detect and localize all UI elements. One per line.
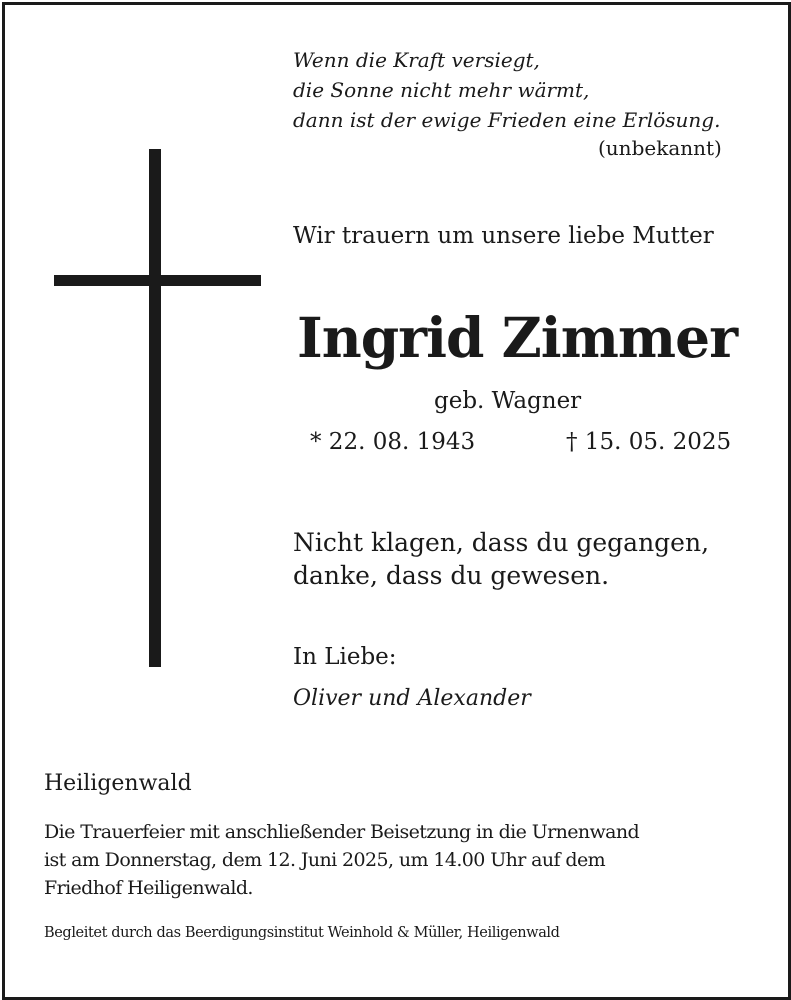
location: Heiligenwald xyxy=(44,771,192,796)
mourning-line: Wir trauern um unsere liebe Mutter xyxy=(293,223,714,249)
funeral-details xyxy=(44,818,764,902)
funeral-line: Friedhof Heiligenwald. xyxy=(44,877,253,899)
funeral-line: Die Trauerfeier mit anschließender Beisetzung in die Urnenwand xyxy=(44,821,640,843)
cross-vertical-bar xyxy=(149,149,161,667)
memorial-quote xyxy=(293,526,709,592)
deceased-name: Ingrid Zimmer xyxy=(297,305,738,370)
death-date: † 15. 05. 2025 xyxy=(566,429,732,455)
poem xyxy=(293,45,753,135)
cross-horizontal-bar xyxy=(54,275,261,286)
funeral-line: ist am Donnerstag, dem 12. Juni 2025, um 14.00 Uhr auf dem xyxy=(44,849,606,871)
poem-source: (unbekannt) xyxy=(598,136,722,160)
quote-line: Nicht klagen, dass du gegangen, xyxy=(293,528,710,557)
signoff: In Liebe: xyxy=(293,644,397,670)
birth-date: * 22. 08. 1943 xyxy=(310,429,476,455)
poem-line: die Sonne nicht mehr wärmt, xyxy=(293,78,590,102)
poem-line: dann ist der ewige Frieden eine Erlösung. xyxy=(293,108,721,132)
poem-line: Wenn die Kraft versiegt, xyxy=(293,48,540,72)
mourners: Oliver und Alexander xyxy=(293,686,531,711)
quote-line: danke, dass du gewesen. xyxy=(293,561,610,590)
birth-name: geb. Wagner xyxy=(434,388,582,414)
funeral-home: Begleitet durch das Beerdigungsinstitut Weinhold & Müller, Heiligenwald xyxy=(44,925,560,941)
